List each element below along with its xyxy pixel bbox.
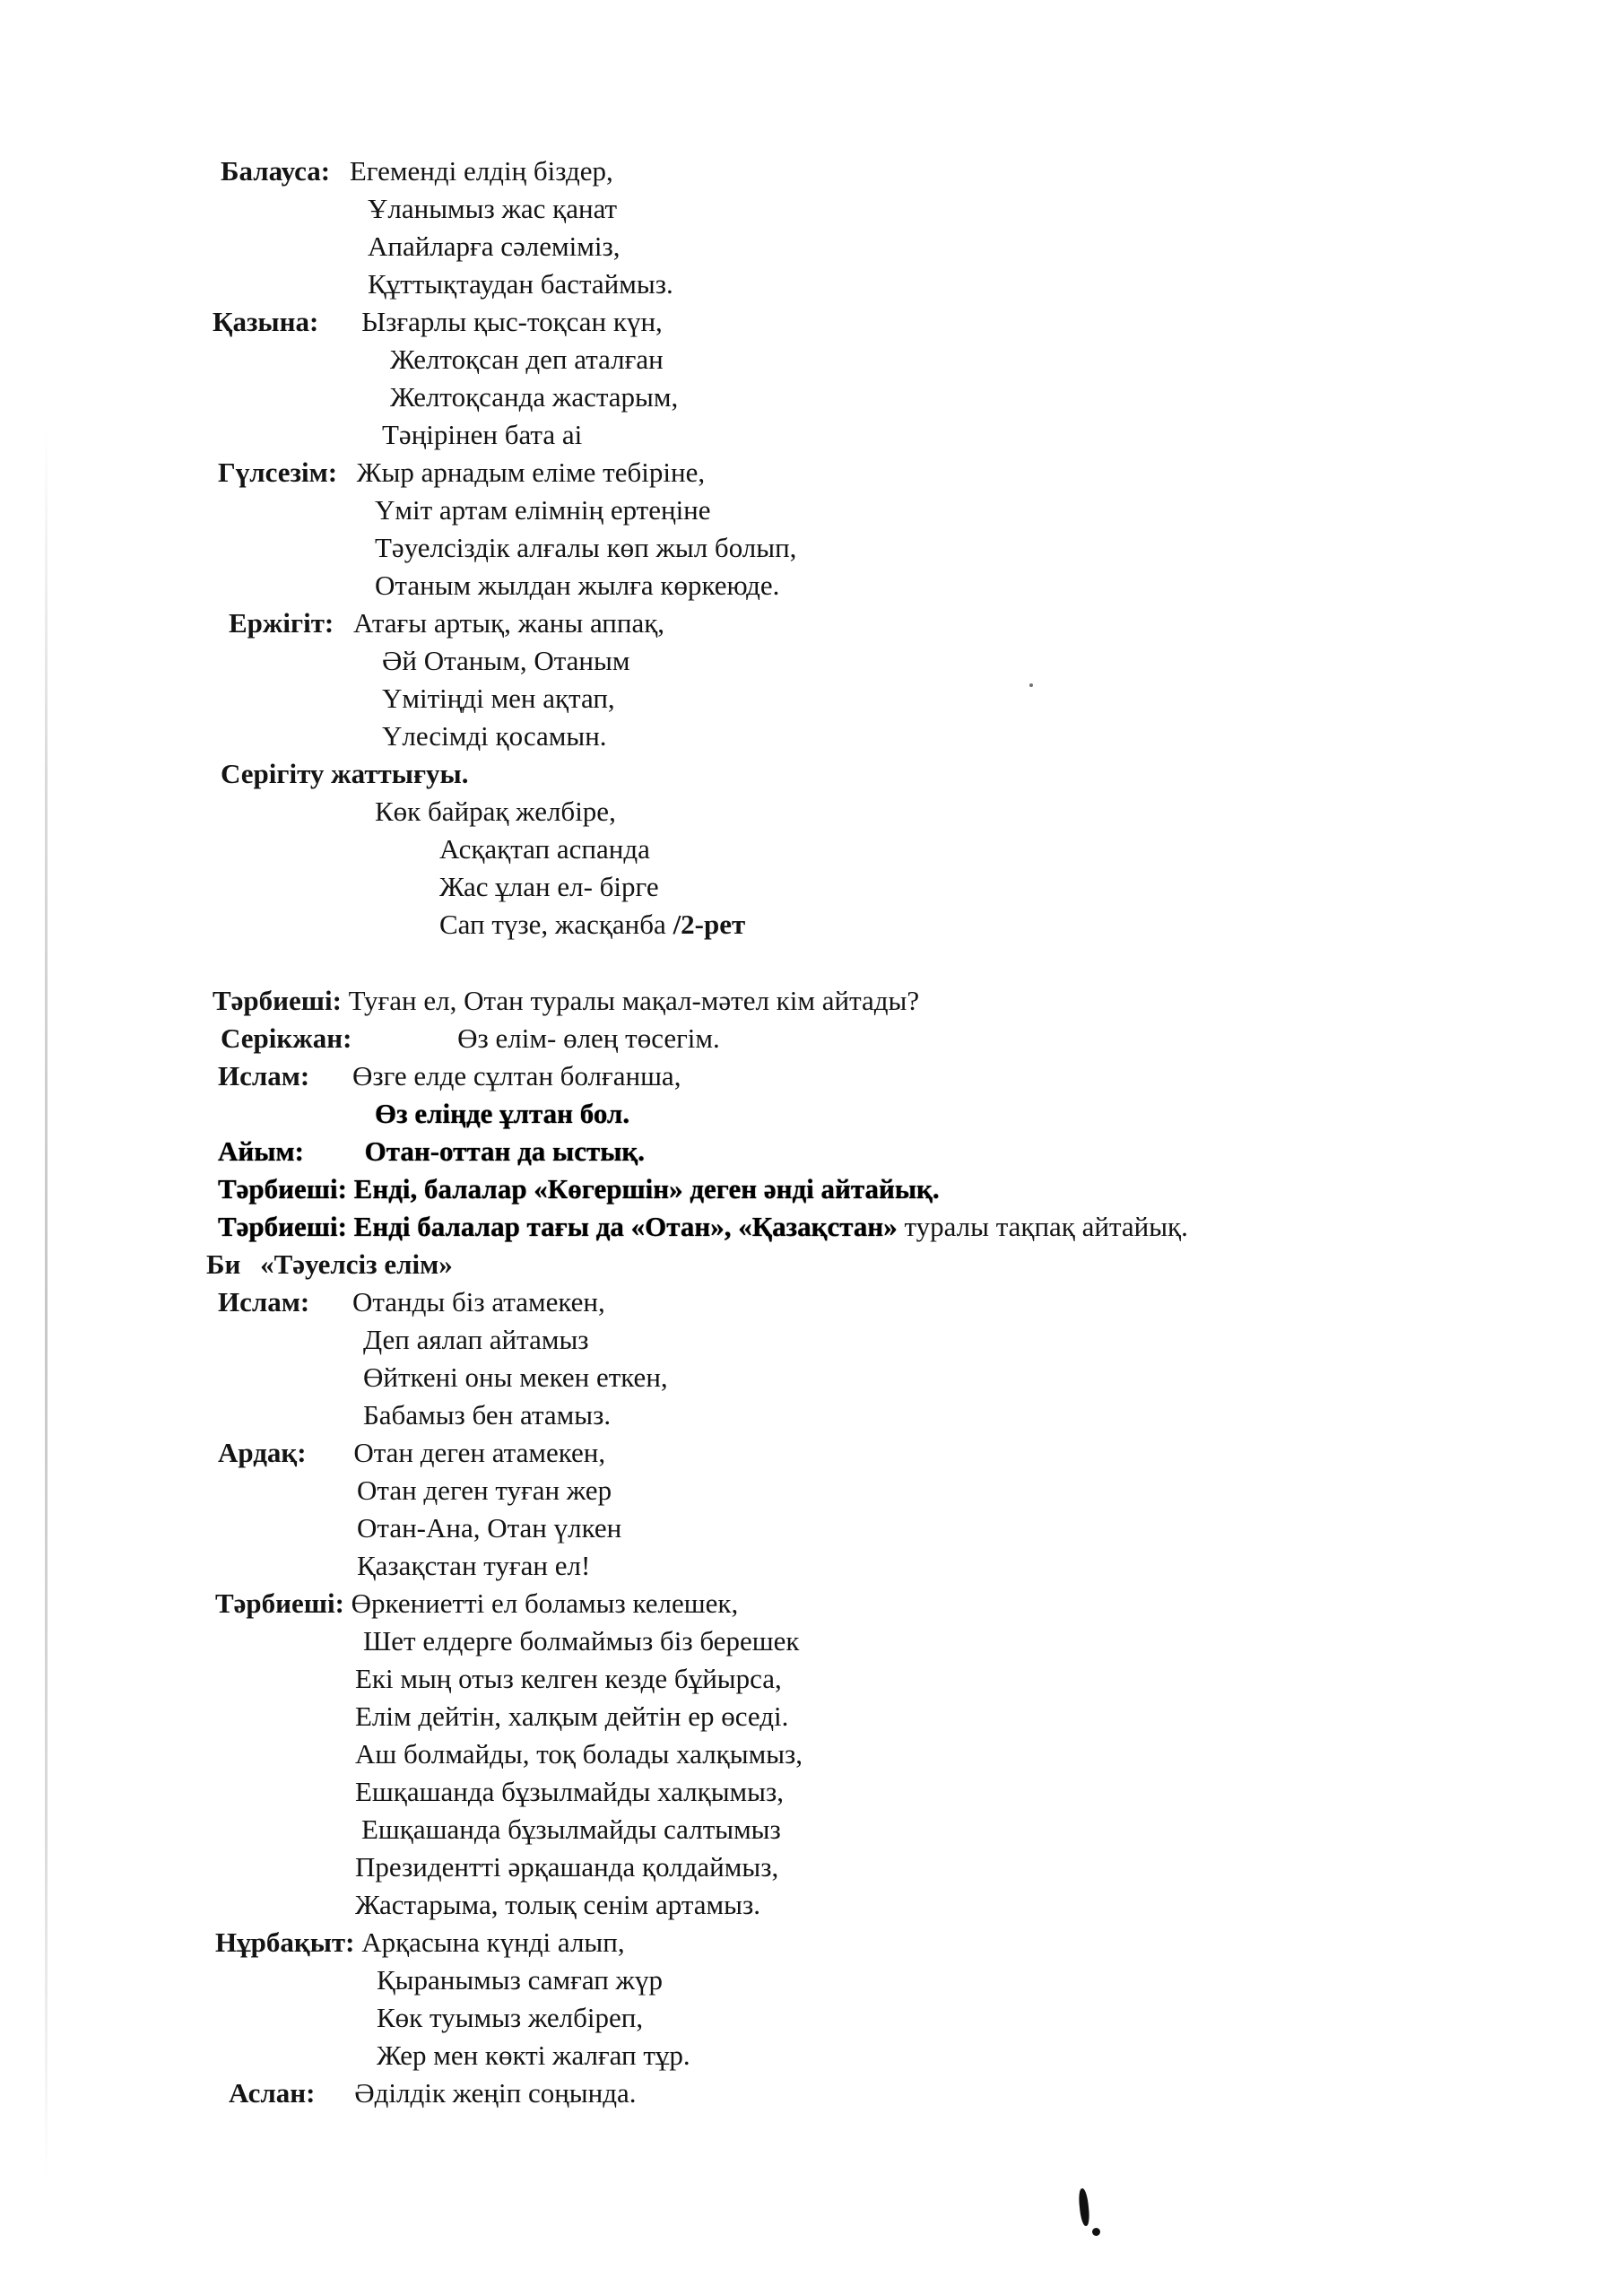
line-text: Тәңірінен бата аі — [382, 419, 583, 450]
line-text: Отаным жылдан жылға көркеюде. — [375, 570, 780, 601]
line-text: Атағы артық, жаны аппақ, — [353, 607, 665, 639]
line-text: Көк байрақ желбіре, — [375, 796, 616, 827]
script-line — [229, 2075, 637, 2111]
script-line — [361, 1812, 781, 1848]
speaker-name: Тәрбиеші: — [218, 1173, 347, 1205]
line-text: Әй Отаным, Отаным — [382, 645, 630, 676]
line-text: Елім дейтін, халқым дейтін ер өседі. — [355, 1700, 789, 1732]
script-line — [215, 1586, 738, 1622]
script-line — [355, 1661, 782, 1697]
line-text: Өз еліңде ұлтан бол. — [375, 1098, 630, 1129]
script-line — [221, 756, 469, 792]
script-line — [368, 229, 620, 265]
scan-edge-shadow — [45, 430, 48, 2179]
script-line — [375, 492, 711, 528]
speaker-name: Айым: — [218, 1135, 304, 1167]
line-text: Отан-Ана, Отан үлкен — [357, 1512, 622, 1544]
script-line — [382, 643, 629, 679]
line-text: Президентті әрқашанда қолдаймыз, — [355, 1851, 779, 1883]
line-text: Өзге елде сұлтан болғанша, — [352, 1060, 681, 1091]
script-line — [382, 417, 582, 453]
ink-dot — [1092, 2228, 1100, 2236]
script-line — [363, 1397, 611, 1433]
script-line — [221, 153, 613, 189]
line-text: Желтоқсанда жастарым, — [390, 381, 679, 413]
line-text: Жер мен көкті жалғап тұр. — [377, 2039, 690, 2071]
line-text: Ешқашанда бұзылмайды салтымыз — [361, 1813, 781, 1845]
script-line — [382, 718, 607, 754]
script-line — [355, 1887, 760, 1923]
line-text: Арқасына күнді алып, — [361, 1926, 625, 1958]
line-text: Ұланымыз жас қанат — [368, 193, 618, 224]
line-text: Құттықтаудан бастаймыз. — [368, 268, 673, 300]
speaker-name: Тәрбиеші: — [213, 985, 342, 1016]
script-line — [390, 379, 678, 415]
speaker-name: Ислам: — [218, 1060, 310, 1091]
speaker-name: Би — [206, 1248, 241, 1280]
speaker-name: Ардақ: — [218, 1437, 307, 1468]
line-text: Қыранымыз самғап жүр — [377, 1964, 663, 1996]
script-line — [355, 1774, 784, 1810]
script-line — [368, 266, 673, 302]
script-line — [363, 1322, 589, 1358]
script-line — [357, 1510, 621, 1546]
script-line — [363, 1360, 668, 1396]
line-text: Отан-оттан да ыстық. — [364, 1135, 646, 1167]
speaker-name: Нұрбақыт: — [215, 1926, 355, 1958]
line-text: Егеменді елдің біздер, — [349, 155, 613, 187]
line-text: Енді балалар тағы да «Отан», «Қазақстан» — [353, 1211, 898, 1242]
line-text: Желтоқсан деп аталған — [390, 344, 664, 375]
speaker-name: Ержігіт: — [229, 607, 334, 639]
script-line — [213, 983, 919, 1019]
script-line — [218, 1171, 940, 1207]
script-line — [375, 530, 796, 566]
repeat-note: /2-рет — [673, 909, 746, 940]
scan-speck — [1029, 683, 1033, 687]
script-line — [355, 1736, 803, 1772]
speaker-name: Серікжан: — [221, 1022, 352, 1054]
speaker-name: Қазына: — [213, 306, 319, 337]
script-line — [229, 605, 664, 641]
script-line — [390, 342, 664, 378]
line-text: Әділдік жеңіп соңында. — [354, 2077, 637, 2109]
script-line — [363, 1623, 799, 1659]
line-text: Екі мың отыз келген кезде бұйырса, — [355, 1663, 782, 1694]
script-line — [218, 1058, 681, 1094]
speaker-name: Тәрбиеші: — [215, 1587, 344, 1619]
script-line — [439, 907, 745, 943]
line-text: «Тәуелсіз елім» — [260, 1248, 453, 1280]
script-line — [218, 455, 705, 491]
section-heading: Серігіту жаттығуы. — [221, 758, 469, 789]
script-line — [218, 1209, 1188, 1245]
script-line — [382, 681, 615, 717]
script-line — [355, 1699, 788, 1735]
script-line — [377, 1962, 663, 1998]
script-line — [377, 2038, 690, 2074]
speaker-name: Ислам: — [218, 1286, 310, 1318]
line-text-tail: туралы тақпақ айтайық. — [904, 1211, 1188, 1242]
script-line — [215, 1925, 625, 1961]
line-text: Бабамыз бен атамыз. — [363, 1399, 612, 1431]
script-line — [375, 794, 616, 830]
line-text: Енді, балалар «Көгершін» деген әнді айтайық. — [353, 1173, 940, 1205]
script-line — [213, 304, 663, 340]
line-text: Өркениетті ел боламыз келешек, — [351, 1587, 739, 1619]
speaker-name: Гүлсезім: — [218, 457, 338, 488]
line-text: Отан деген туған жер — [357, 1474, 612, 1506]
script-line — [439, 831, 650, 867]
line-text: Асқақтап аспанда — [439, 833, 650, 865]
script-line — [368, 191, 617, 227]
line-text: Ешқашанда бұзылмайды халқымыз, — [355, 1776, 784, 1807]
ink-blot — [1078, 2188, 1090, 2227]
script-line — [439, 869, 659, 905]
line-text: Көк туымыз желбіреп, — [377, 2002, 644, 2033]
line-text: Отанды біз атамекен, — [352, 1286, 605, 1318]
line-text: Үлесімді қосамын. — [382, 720, 607, 752]
script-line — [377, 2000, 643, 2036]
script-line — [221, 1021, 720, 1057]
line-text: Аш болмайды, тоқ болады халқымыз, — [355, 1738, 803, 1770]
line-text: Тәуелсіздік алғалы көп жыл болып, — [375, 532, 797, 563]
speaker-name: Балауса: — [221, 155, 331, 187]
script-line — [206, 1247, 453, 1283]
script-line — [375, 568, 779, 604]
line-text: Жыр арнадым еліме тебіріне, — [356, 457, 706, 488]
speaker-name: Аслан: — [229, 2077, 316, 2109]
speaker-name: Тәрбиеші: — [218, 1211, 347, 1242]
line-text: Үміт артам елімнің ертеңіне — [375, 494, 711, 526]
script-line — [218, 1134, 645, 1170]
line-text: Отан деген атамекен, — [353, 1437, 606, 1468]
line-text: Туған ел, Отан туралы мақал-мәтел кім айтады? — [348, 985, 920, 1016]
line-text: Апайларға сәлеміміз, — [368, 230, 621, 262]
line-text: Үмітіңді мен ақтап, — [382, 683, 615, 714]
script-line — [218, 1284, 605, 1320]
script-line — [357, 1548, 590, 1584]
script-line — [355, 1849, 778, 1885]
line-text: Деп аялап айтамыз — [363, 1324, 589, 1355]
line-text: Қазақстан туған ел! — [357, 1550, 591, 1581]
line-text: Шет елдерге болмаймыз біз берешек — [363, 1625, 800, 1657]
line-text: Ызғарлы қыс-тоқсан күн, — [361, 306, 663, 337]
line-text: Сап түзе, жасқанба — [439, 909, 666, 940]
line-text: Өйткені оны мекен еткен, — [363, 1361, 668, 1393]
line-text: Жас ұлан ел- бірге — [439, 871, 659, 902]
line-text: Өз елім- өлең төсегім. — [457, 1022, 720, 1054]
script-line — [375, 1096, 629, 1132]
line-text: Жастарыма, толық сенім артамыз. — [355, 1889, 760, 1920]
script-line — [218, 1435, 605, 1471]
script-line — [357, 1473, 612, 1509]
